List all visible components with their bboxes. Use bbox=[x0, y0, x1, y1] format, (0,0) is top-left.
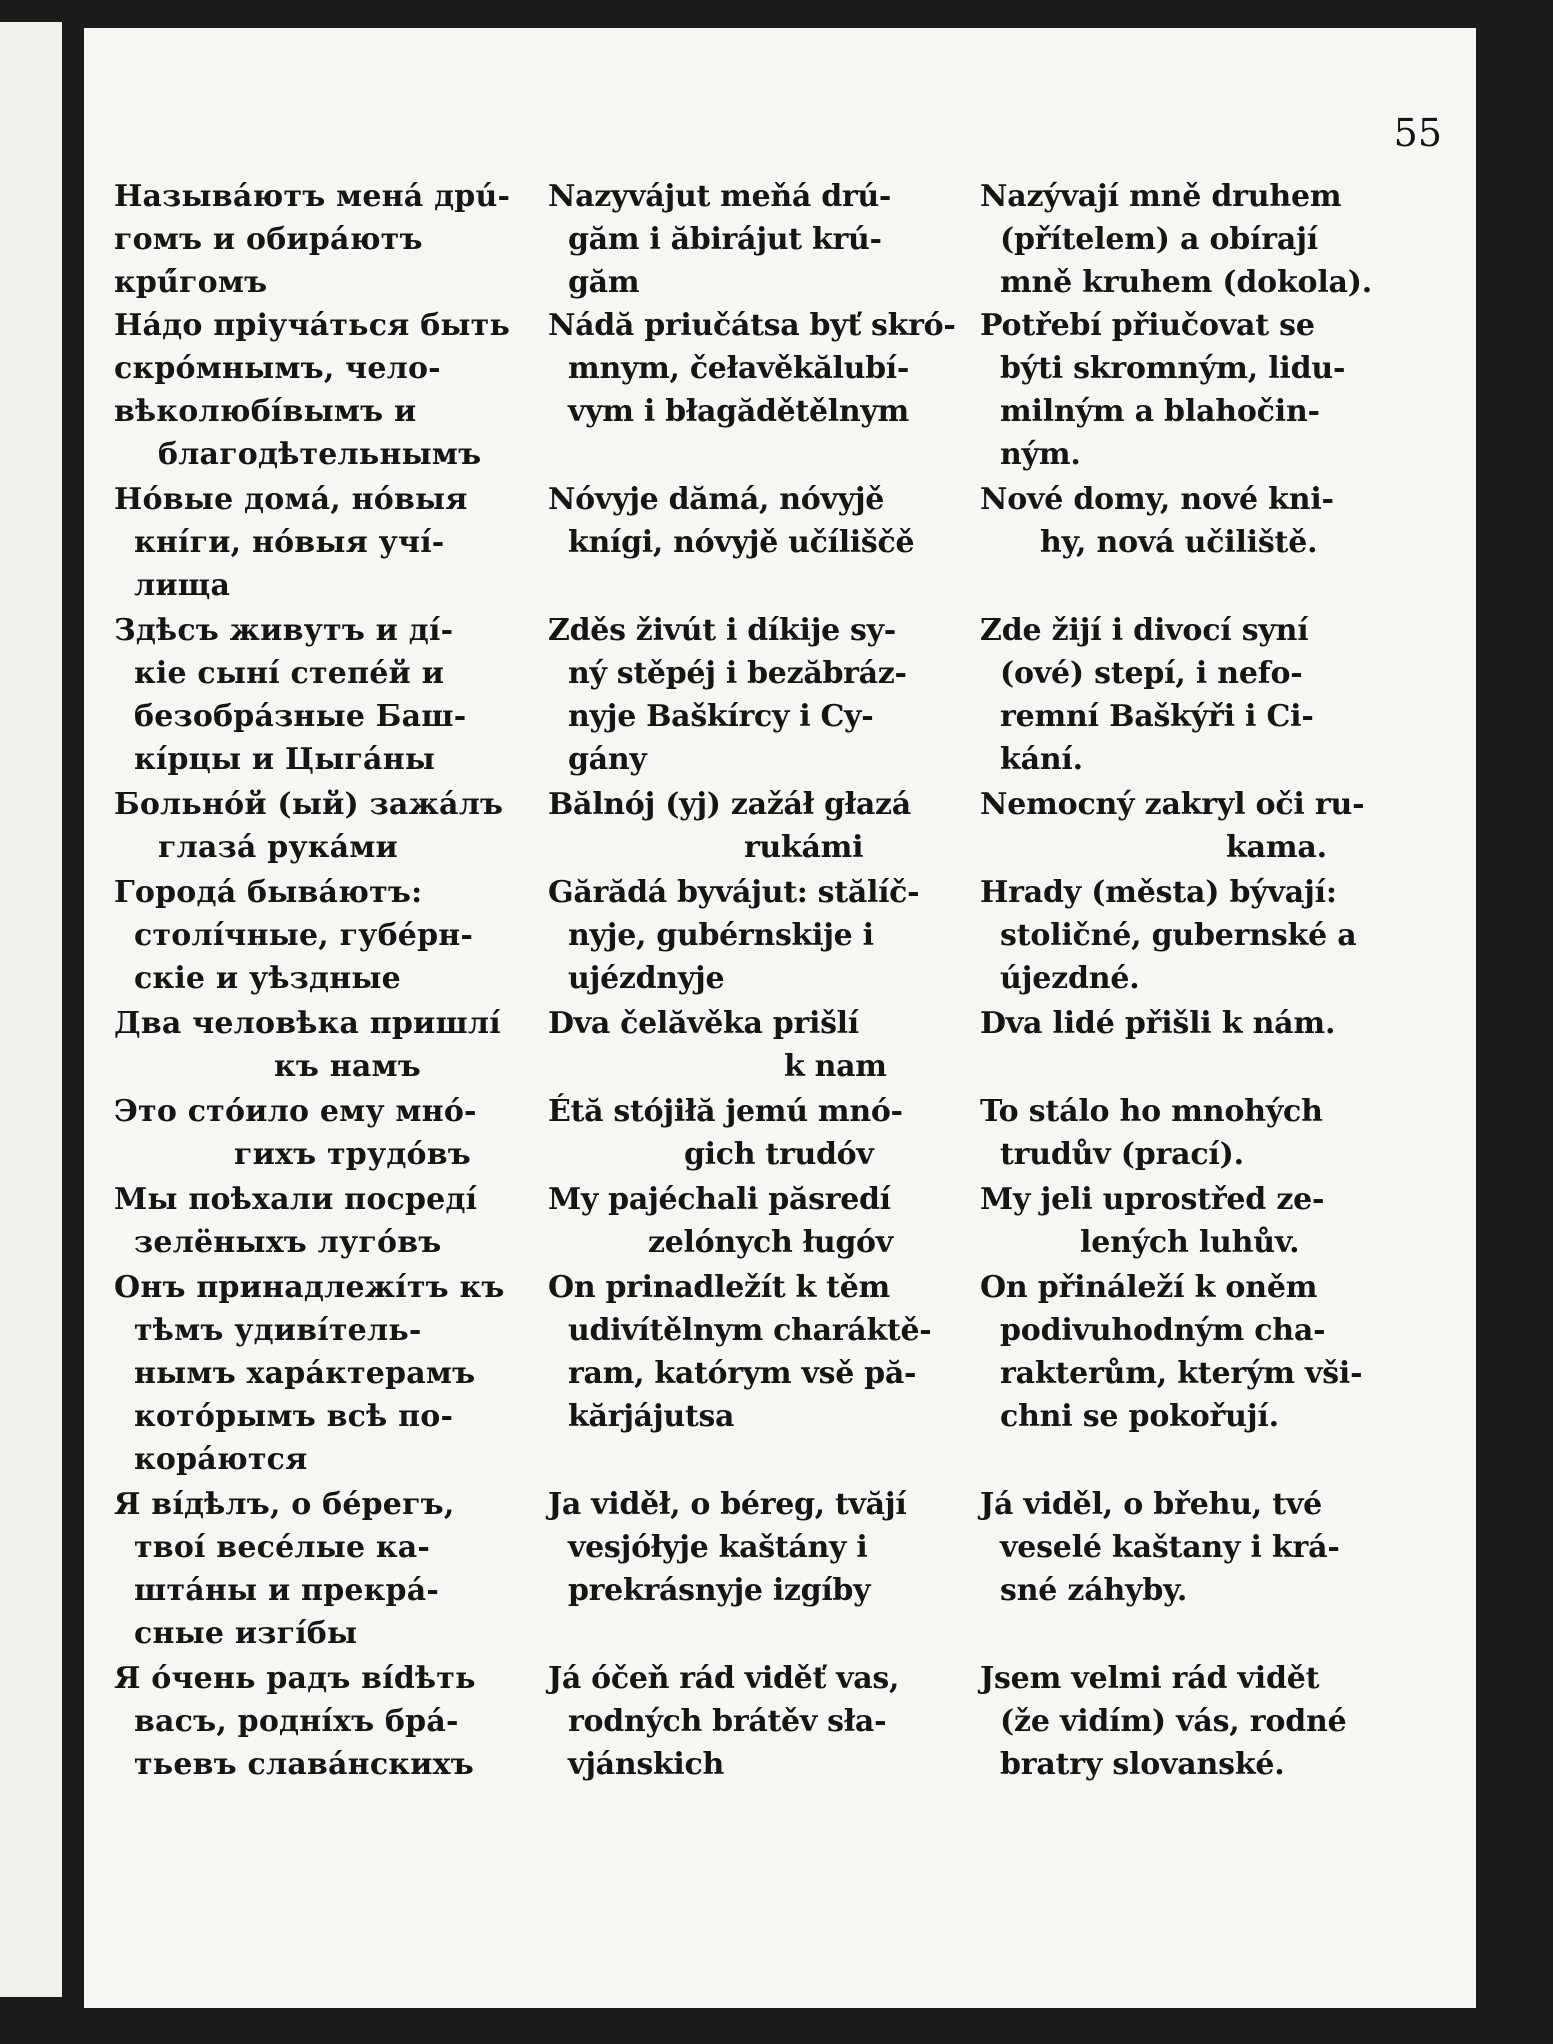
russian-line: Нáдо пріучáться быть bbox=[114, 308, 511, 343]
czech-line: Nemocný zakryl oči ru- bbox=[980, 787, 1365, 822]
phonetic-line: nyje, gubérnskije i bbox=[568, 918, 874, 953]
czech-line: Nové domy, nové kni- bbox=[980, 482, 1334, 517]
phonetic-line: Zděs živút i díkije sy- bbox=[548, 613, 896, 648]
russian-line: зелёныхъ лугóвъ bbox=[134, 1225, 442, 1260]
russian-line: вѣколюбíвымъ и bbox=[114, 394, 417, 429]
russian-line: крú́гомъ bbox=[114, 265, 268, 300]
phonetic-line: mnym, čełavěkălubí- bbox=[568, 351, 910, 386]
czech-line: sné záhyby. bbox=[1000, 1573, 1188, 1608]
czech-line: (přítelem) a obírají bbox=[1000, 222, 1318, 257]
russian-line: гихъ трудóвъ bbox=[234, 1137, 472, 1172]
czech-line: Potřebí přiučovat se bbox=[980, 308, 1315, 343]
phonetic-line: găm i ăbirájut krú- bbox=[568, 222, 882, 257]
czech-line: lených luhův. bbox=[1080, 1225, 1300, 1260]
russian-line: Два человѣка пришлí bbox=[114, 1006, 501, 1041]
russian-line: Городá бывáютъ: bbox=[114, 875, 423, 910]
czech-line: kání. bbox=[1000, 742, 1083, 777]
czech-line: hy, nová učiliště. bbox=[1040, 525, 1318, 560]
czech-line: stoličné, gubernské a bbox=[1000, 918, 1357, 953]
page-number: 55 bbox=[1393, 111, 1442, 155]
czech-line: On přináleží k oněm bbox=[980, 1270, 1318, 1305]
czech-line: mně kruhem (dokola). bbox=[1000, 265, 1373, 300]
czech-line: Dva lidé přišli k nám. bbox=[980, 1006, 1336, 1041]
russian-line: скрóмнымъ, чело- bbox=[114, 351, 441, 386]
czech-line: Nazývají mně druhem bbox=[980, 179, 1342, 214]
phonetic-line: ný stěpéj i bezăbráz- bbox=[568, 656, 907, 691]
russian-line: корáются bbox=[134, 1442, 308, 1477]
phonetic-line: rodných brátěv sła- bbox=[568, 1704, 887, 1739]
czech-line: Zde žijí i divocí syní bbox=[980, 613, 1309, 648]
phonetic-line: Nádă priučátsa byť skró- bbox=[548, 308, 956, 343]
czech-line: Jsem velmi rád vidět bbox=[980, 1661, 1320, 1696]
czech-line: remní Baškýři i Ci- bbox=[1000, 699, 1314, 734]
phonetic-line: Bălnój (yj) zažáł głazá bbox=[548, 787, 911, 822]
phonetic-line: udivítělnym charáktě- bbox=[568, 1313, 932, 1348]
phonetic-line: knígi, nóvyjě učíliščě bbox=[568, 525, 915, 560]
czech-line: kama. bbox=[1226, 830, 1327, 865]
phonetic-line: k nam bbox=[784, 1049, 887, 1084]
czech-line: chni se pokořují. bbox=[1000, 1399, 1279, 1434]
phonetic-line: Étă stójiłă jemú mnó- bbox=[548, 1094, 903, 1129]
russian-line: Я óчень радъ вídѣть bbox=[114, 1661, 476, 1696]
russian-line: васъ, роднíхъ брá- bbox=[134, 1704, 459, 1739]
phonetic-line: rukámi bbox=[744, 830, 864, 865]
russian-line: тѣмъ удивíтель- bbox=[134, 1313, 422, 1348]
phonetic-line: vjánskich bbox=[568, 1747, 724, 1782]
russian-line: благодѣтельнымъ bbox=[158, 437, 482, 472]
czech-line: veselé kaštany i krá- bbox=[1000, 1530, 1340, 1565]
russian-line: тьевъ славáнскихъ bbox=[134, 1747, 474, 1782]
russian-line: Больнóй (ый) зажáлъ bbox=[114, 787, 504, 822]
czech-line: (že vidím) vás, rodné bbox=[1000, 1704, 1347, 1739]
phonetic-line: Ja viděł, o béreg, tvăjí bbox=[548, 1487, 907, 1522]
phonetic-line: nyje Baškírcy i Cy- bbox=[568, 699, 874, 734]
phonetic-line: găm bbox=[568, 265, 640, 300]
phonetic-line: ujézdnyje bbox=[568, 961, 725, 996]
russian-line: Здѣсъ живутъ и дí- bbox=[114, 613, 454, 648]
previous-page-edge bbox=[0, 22, 62, 1997]
phonetic-line: Nazyvájut meňá drú- bbox=[548, 179, 892, 214]
russian-line: Онъ принадлежíтъ къ bbox=[114, 1270, 505, 1305]
phonetic-line: gich trudóv bbox=[684, 1137, 874, 1172]
czech-line: Hrady (města) bývají: bbox=[980, 875, 1337, 910]
russian-line: Я вíдѣлъ, о бéрегъ, bbox=[114, 1487, 455, 1522]
russian-line: твоí весéлые ка- bbox=[134, 1530, 431, 1565]
phonetic-line: My pajéchali păsredí bbox=[548, 1182, 891, 1217]
russian-line: къ намъ bbox=[274, 1049, 421, 1084]
czech-line: býti skromným, lidu- bbox=[1000, 351, 1346, 386]
russian-line: безобрáзные Баш- bbox=[134, 699, 467, 734]
czech-line: rakterům, kterým vši- bbox=[1000, 1356, 1363, 1391]
czech-line: (ové) stepí, i nefo- bbox=[1000, 656, 1303, 691]
czech-line: ným. bbox=[1000, 437, 1081, 472]
russian-line: Назывáютъ менá дрú- bbox=[114, 179, 511, 214]
czech-line: bratry slovanské. bbox=[1000, 1747, 1285, 1782]
russian-line: сные изгíбы bbox=[134, 1616, 358, 1651]
russian-line: штáны и прекрá- bbox=[134, 1573, 439, 1608]
phonetic-line: Já óčeň rád viděť vas, bbox=[548, 1661, 900, 1696]
russian-line: глазá рукáми bbox=[158, 830, 398, 865]
czech-line: podivuhodným cha- bbox=[1000, 1313, 1326, 1348]
czech-line: My jeli uprostřed ze- bbox=[980, 1182, 1325, 1217]
phonetic-line: zelónych ługóv bbox=[648, 1225, 893, 1260]
phonetic-line: Dva čelăvěka prišlí bbox=[548, 1006, 859, 1041]
russian-line: Это стóило ему мнó- bbox=[114, 1094, 477, 1129]
czech-line: Já viděl, o břehu, tvé bbox=[980, 1487, 1323, 1522]
russian-line: скie и уѣздные bbox=[134, 961, 401, 996]
russian-line: кнíги, нóвыя учí- bbox=[134, 525, 445, 560]
phonetic-line: vesjółyje kaštány i bbox=[568, 1530, 868, 1565]
russian-line: гомъ и обирáютъ bbox=[114, 222, 423, 257]
russian-line: лища bbox=[134, 568, 231, 603]
russian-line: кíрцы и Цыгáны bbox=[134, 742, 436, 777]
czech-line: trudův (prací). bbox=[1000, 1137, 1244, 1172]
russian-line: нымъ харáктерамъ bbox=[134, 1356, 476, 1391]
czech-line: To stálo ho mnohých bbox=[980, 1094, 1323, 1129]
russian-line: кie сынí степéй и bbox=[134, 656, 445, 691]
czech-line: újezdné. bbox=[1000, 961, 1140, 996]
russian-line: Нóвые домá, нóвыя bbox=[114, 482, 468, 517]
russian-line: столíчные, губéрн- bbox=[134, 918, 474, 953]
phonetic-line: vym i błagădětělnym bbox=[568, 394, 909, 429]
phonetic-line: ram, katórym vsě pă- bbox=[568, 1356, 917, 1391]
phonetic-line: Gărădá byvájut: stălíč- bbox=[548, 875, 920, 910]
russian-line: Мы поѣхали посредí bbox=[114, 1182, 478, 1217]
phonetic-line: Nóvyje dămá, nóvyjě bbox=[548, 482, 885, 517]
phonetic-line: prekrásnyje izgíby bbox=[568, 1573, 871, 1608]
czech-line: milným a blahočin- bbox=[1000, 394, 1320, 429]
phonetic-line: gány bbox=[568, 742, 647, 777]
russian-line: котóрымъ всѣ по- bbox=[134, 1399, 454, 1434]
phonetic-line: On prinadležít k těm bbox=[548, 1270, 890, 1305]
book-page bbox=[84, 28, 1476, 2008]
phonetic-line: kărjájutsa bbox=[568, 1399, 735, 1434]
